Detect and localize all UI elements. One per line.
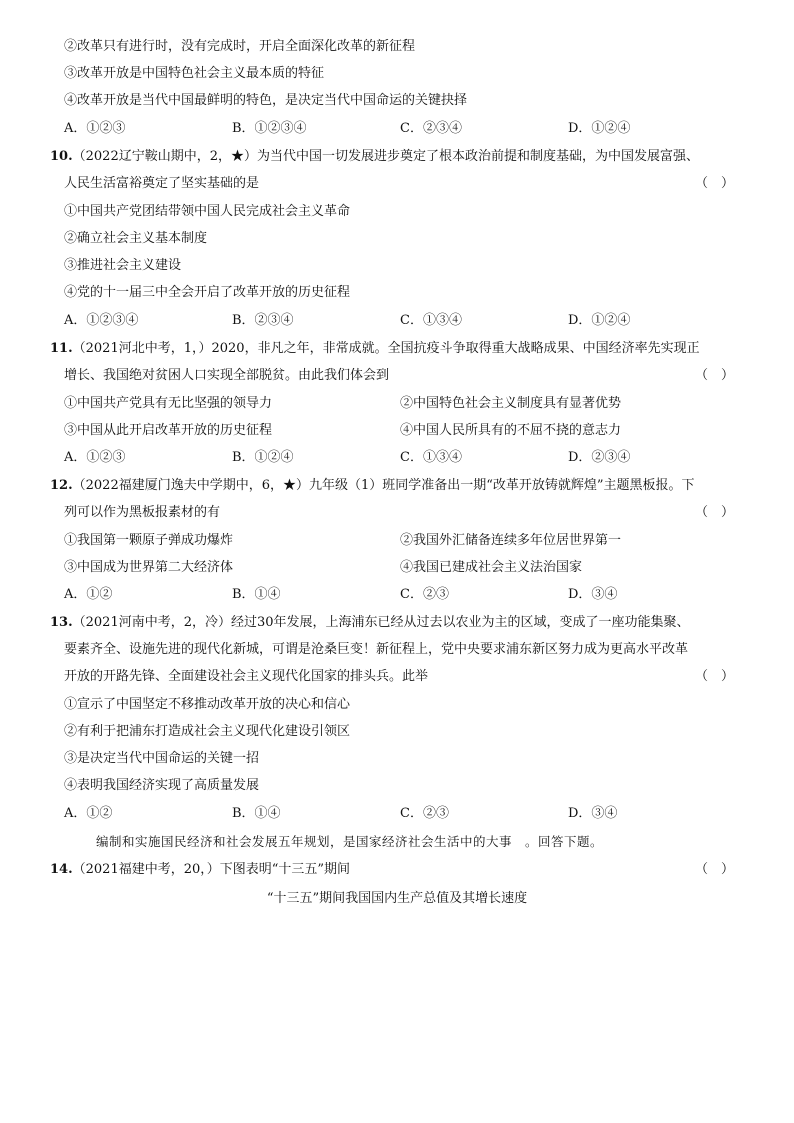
q10-option-a: A．①②③④ (64, 313, 139, 328)
q9-item-4: ④改革开放是当代中国最鲜明的特色，是决定当代中国命运的关键抉择 (64, 93, 468, 108)
q12-number: 12. (50, 478, 73, 493)
q13-option-c: C．②③ (400, 806, 449, 821)
q13-stem-text1: （2021河南中考，2，冷）经过30年发展，上海浦东已经从过去以农业为主的区域，变成了一座功能集聚、 (72, 615, 690, 630)
q12-stem-text1: （2022福建厦门逸夫中学期中，6，★）九年级（1）班同学准备出一期“改革开放铸就辉煌”主题黑板报。下 (72, 478, 695, 493)
q13-item-4: ④表明我国经济实现了高质量发展 (64, 778, 260, 793)
q12-item-3: ③中国成为世界第二大经济体 (64, 560, 234, 575)
q10-stem-text2: 人民生活富裕奠定了坚实基础的是 (64, 176, 260, 191)
q10-stem-line2 (64, 175, 734, 193)
q10-item-4: ④党的十一届三中全会开启了改革开放的历史征程 (64, 285, 351, 300)
q10-option-b: B．②③④ (232, 313, 294, 328)
q13-answer-blank: （ ） (694, 669, 734, 684)
q13-number: 13. (50, 615, 73, 630)
q10-answer-blank: （ ） (694, 176, 734, 191)
q12-option-a: A．①② (64, 587, 113, 602)
q12-stem-line1 (50, 477, 734, 495)
q10-stem-text1: （2022辽宁鞍山期中，2，★）为当代中国一切发展进步奠定了根本政治前提和制度基础，为中国发展富强、 (72, 149, 699, 164)
q10-item-1: ①中国共产党团结带领中国人民完成社会主义革命 (64, 204, 351, 219)
q13-option-d: D．③④ (568, 806, 618, 821)
q9-option-d: D．①②④ (568, 121, 631, 136)
q11-item-3: ③中国从此开启改革开放的历史征程 (64, 423, 273, 438)
q9-option-b: B．①②③④ (232, 121, 307, 136)
section-intro: 编制和实施国民经济和社会发展五年规划，是国家经济社会生活中的大事 。回答下题。 (96, 834, 604, 849)
q12-option-b: B．①④ (232, 587, 281, 602)
q10-stem-line1 (50, 148, 734, 166)
q14-stem-line1 (50, 861, 734, 879)
q14-answer-blank: （ ） (694, 862, 734, 877)
q13-stem-text3: 开放的开路先锋、全面建设社会主义现代化国家的排头兵。此举 (64, 669, 429, 684)
q13-item-1: ①宣示了中国坚定不移推动改革开放的决心和信心 (64, 697, 351, 712)
q12-option-d: D．③④ (568, 587, 618, 602)
q10-item-2: ②确立社会主义基本制度 (64, 231, 208, 246)
q11-stem-line1 (50, 340, 734, 358)
q11-stem-text2: 增长、我国绝对贫困人口实现全部脱贫。由此我们体会到 (64, 368, 390, 383)
q13-item-2: ②有利于把浦东打造成社会主义现代化建设引领区 (64, 724, 351, 739)
q12-item-4: ④我国已建成社会主义法治国家 (400, 560, 583, 575)
q11-item-2: ②中国特色社会主义制度具有显著优势 (400, 396, 622, 411)
q11-item-4: ④中国人民所具有的不屈不挠的意志力 (400, 423, 622, 438)
q11-stem-text1: （2021河北中考，1，）2020，非凡之年，非常成就。全国抗疫斗争取得重大战略成果、中国经济率先实现正 (72, 341, 700, 356)
q13-stem-line2: 要素齐全、设施先进的现代化新城，可谓是沧桑巨变！新征程上，党中央要求浦东新区努力成为更高水平改革 (64, 642, 689, 657)
q12-answer-blank: （ ） (694, 505, 734, 520)
q13-option-a: A．①② (64, 806, 113, 821)
q11-option-b: B．①②④ (232, 450, 294, 465)
q10-number: 10. (50, 149, 73, 164)
q11-item-1: ①中国共产党具有无比坚强的领导力 (64, 396, 273, 411)
q14-number: 14. (50, 862, 73, 877)
q13-item-3: ③是决定当代中国命运的关键一招 (64, 751, 260, 766)
q13-stem-line1 (50, 614, 734, 632)
q10-option-c: C．①③④ (400, 313, 462, 328)
q11-stem-line2 (64, 367, 734, 385)
q11-option-c: C．①③④ (400, 450, 462, 465)
q9-item-2: ②改革只有进行时，没有完成时，开启全面深化改革的新征程 (64, 39, 416, 54)
q14-stem-text1: （2021福建中考，20，）下图表明“十三五”期间 (72, 862, 351, 877)
q13-stem-line3 (64, 668, 734, 686)
q12-item-2: ②我国外汇储备连续多年位居世界第一 (400, 533, 622, 548)
q13-option-b: B．①④ (232, 806, 281, 821)
q10-option-d: D．①②④ (568, 313, 631, 328)
q11-number: 11. (50, 341, 73, 356)
q14-chart-title: “十三五”期间我国国内生产总值及其增长速度 (266, 891, 528, 906)
q9-option-c: C．②③④ (400, 121, 462, 136)
q9-option-a: A．①②③ (64, 121, 126, 136)
q11-option-d: D．②③④ (568, 450, 631, 465)
q12-option-c: C．②③ (400, 587, 449, 602)
q11-option-a: A．①②③ (64, 450, 126, 465)
q12-stem-text2: 列可以作为黑板报素材的有 (64, 505, 221, 520)
q11-answer-blank: （ ） (694, 368, 734, 383)
q10-item-3: ③推进社会主义建设 (64, 258, 182, 273)
q12-item-1: ①我国第一颗原子弹成功爆炸 (64, 533, 234, 548)
q9-item-3: ③改革开放是中国特色社会主义最本质的特征 (64, 66, 325, 81)
q12-stem-line2 (64, 504, 734, 522)
